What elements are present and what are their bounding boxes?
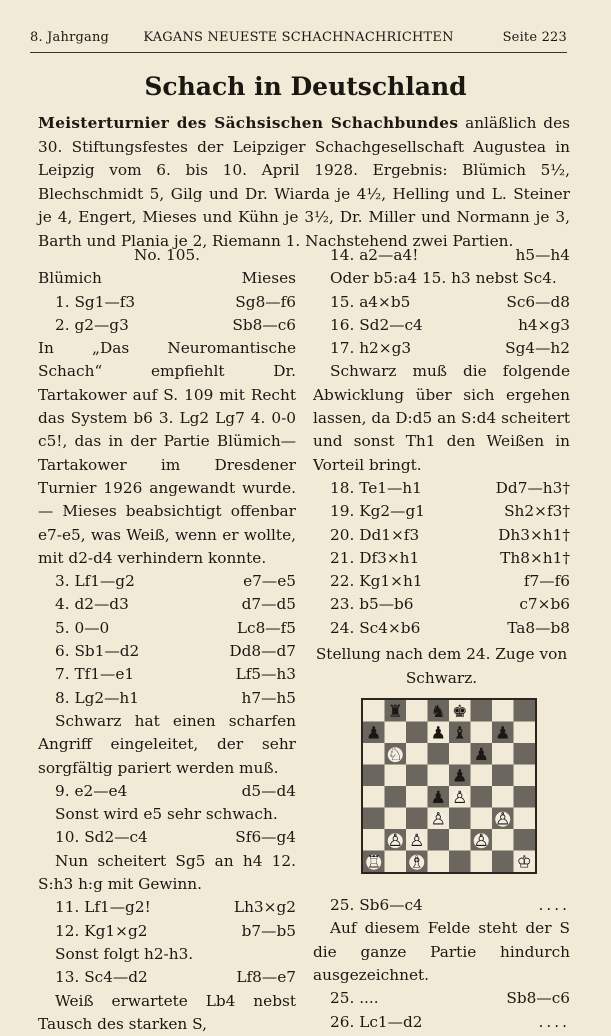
board-square-f4 xyxy=(471,786,493,808)
move-row xyxy=(313,244,570,267)
black-bishop-icon: ♝ xyxy=(452,723,467,743)
game-number-row xyxy=(38,244,296,267)
move-row xyxy=(38,896,296,919)
annotation: Auf diesem Felde steht der S die ganze Partie hindurch ausgezeichnet. xyxy=(313,917,570,987)
move-row xyxy=(313,987,570,1010)
move-row xyxy=(313,314,570,337)
black-pawn-icon: ♟ xyxy=(495,723,510,743)
black-move: d5—d4 xyxy=(242,780,296,803)
move-list xyxy=(38,896,296,943)
white-move: 8. Lg2—h1 xyxy=(55,687,139,710)
move-row xyxy=(313,1011,570,1034)
move-row xyxy=(313,477,570,500)
page-number: Seite 223 xyxy=(503,30,567,45)
black-move: Sb8—c6 xyxy=(232,314,296,337)
intro-paragraph xyxy=(38,112,570,254)
black-move: e7—e5 xyxy=(243,570,296,593)
board-square-a4 xyxy=(363,786,385,808)
white-pawn-icon: ♙ xyxy=(388,831,403,851)
white-move: 9. e2—e4 xyxy=(55,780,127,803)
board-square-d1 xyxy=(428,851,450,873)
intro-text: anläßlich des 30. Stiftungsfestes der Leipziger Schachgesellschaft Augustea in Leipzig vom 6. bis 10. April 1928. Ergebnis: Blümich 5½, Blechschmidt 5, Gilg und Dr. Wiarda je 4½, Helling und L. Steiner je 4, Engert, Mieses und Kühn je 3½, Dr. Miller und Normann je 3, Barth und Plania je 2, Riemann 1. Nachstehend zwei Partien. xyxy=(38,114,570,250)
board-square-f5 xyxy=(471,765,493,787)
board-square-b5 xyxy=(385,765,407,787)
white-player: Blümich xyxy=(38,267,102,290)
white-move: 4. d2—d3 xyxy=(55,593,129,616)
white-move: 3. Lf1—g2 xyxy=(55,570,135,593)
move-row xyxy=(38,314,296,337)
board-square-e6 xyxy=(449,743,471,765)
black-pawn-icon: ♟ xyxy=(431,723,446,743)
right-column xyxy=(313,244,570,1034)
black-move: Lf5—h3 xyxy=(236,663,296,686)
move-row xyxy=(38,826,296,849)
black-rook-icon: ♜ xyxy=(388,702,403,722)
board-square-c8 xyxy=(406,700,428,722)
board-square-f1 xyxy=(471,851,493,873)
move-list xyxy=(38,291,296,338)
black-move: h4×g3 xyxy=(518,314,570,337)
board-square-d5 xyxy=(428,765,450,787)
board-square-g2 xyxy=(492,829,514,851)
board-square-b4 xyxy=(385,786,407,808)
black-move: Dd7—h3† xyxy=(496,477,570,500)
move-list xyxy=(38,570,296,710)
white-move: 13. Sc4—d2 xyxy=(55,966,148,989)
move-row xyxy=(38,640,296,663)
black-move: h7—h5 xyxy=(242,687,296,710)
black-move: Lf8—e7 xyxy=(236,966,296,989)
white-rook-icon: ♖ xyxy=(366,852,381,872)
move-row xyxy=(38,780,296,803)
white-move: 11. Lf1—g2! xyxy=(55,896,151,919)
black-move: Th8×h1† xyxy=(500,547,570,570)
board-square-b7 xyxy=(385,722,407,744)
white-knight-icon: ♘ xyxy=(388,745,403,765)
white-move: 22. Kg1×h1 xyxy=(330,570,423,593)
annotation: Sonst folgt h2-h3. xyxy=(38,943,296,966)
black-move: Dh3×h1† xyxy=(498,524,570,547)
board-square-a3 xyxy=(363,808,385,830)
annotation: In „Das Neuromantische Schach“ empfiehlt Dr. Tartakower auf S. 109 mit Recht das System b6 3. Lg2 Lg7 4. 0-0 c5!, das in der Partie Blümich—Tartakower im Dresdener Turnier 1926 angewandt wurde. — Mieses beabsichtigt offenbar e7-e5, was Weiß, wenn er wollte, mit d2-d4 verhindern konnte. xyxy=(38,337,296,570)
black-move: d7—d5 xyxy=(242,593,296,616)
black-player: Mieses xyxy=(242,267,296,290)
black-move: Sg4—h2 xyxy=(505,337,570,360)
board-square-d2 xyxy=(428,829,450,851)
players-row xyxy=(38,267,296,290)
board-square-a6 xyxy=(363,743,385,765)
journal-title: KAGANS NEUESTE SCHACHNACHRICHTEN xyxy=(30,30,567,45)
chess-diagram xyxy=(361,698,537,874)
white-move: 1. Sg1—f3 xyxy=(55,291,135,314)
chess-board-svg xyxy=(363,700,535,872)
black-pawn-icon: ♟ xyxy=(366,723,381,743)
game-number: No. 105. xyxy=(38,244,296,267)
white-move: 25. Sb6—c4 xyxy=(330,894,423,917)
black-move: f7—f6 xyxy=(524,570,570,593)
board-square-h3 xyxy=(514,808,536,830)
white-move: 21. Df3×h1 xyxy=(330,547,419,570)
white-move: 7. Tf1—e1 xyxy=(55,663,134,686)
board-square-c3 xyxy=(406,808,428,830)
move-list xyxy=(313,291,570,361)
annotation: Oder b5:a4 15. h3 nebst Sc4. xyxy=(313,267,570,290)
black-move: Lh3×g2 xyxy=(234,896,296,919)
white-pawn-icon: ♙ xyxy=(474,831,489,851)
left-column xyxy=(38,244,296,1036)
black-move: Sb8—c6 xyxy=(506,987,570,1010)
board-square-a5 xyxy=(363,765,385,787)
black-knight-icon: ♞ xyxy=(431,702,446,722)
board-square-g4 xyxy=(492,786,514,808)
black-move: Sg8—f6 xyxy=(235,291,296,314)
board-square-e1 xyxy=(449,851,471,873)
board-square-b3 xyxy=(385,808,407,830)
board-square-a2 xyxy=(363,829,385,851)
board-square-h8 xyxy=(514,700,536,722)
white-move: 16. Sd2—c4 xyxy=(330,314,423,337)
board-square-e2 xyxy=(449,829,471,851)
move-row xyxy=(38,570,296,593)
move-row xyxy=(313,617,570,640)
white-move: 23. b5—b6 xyxy=(330,593,414,616)
black-king-icon: ♚ xyxy=(452,702,467,722)
move-row xyxy=(313,337,570,360)
header-rule xyxy=(30,52,567,53)
board-square-h5 xyxy=(514,765,536,787)
move-row xyxy=(313,547,570,570)
board-square-c4 xyxy=(406,786,428,808)
white-move: 20. Dd1×f3 xyxy=(330,524,419,547)
annotation: Sonst wird e5 sehr schwach. xyxy=(38,803,296,826)
black-move: b7—b5 xyxy=(242,920,296,943)
black-move: Lc8—f5 xyxy=(237,617,296,640)
white-move: 10. Sd2—c4 xyxy=(55,826,148,849)
board-square-h4 xyxy=(514,786,536,808)
move-row xyxy=(313,593,570,616)
white-pawn-icon: ♙ xyxy=(495,809,510,829)
annotation: Schwarz muß die folgende Abwicklung über sich ergehen lassen, da D:d5 an S:d4 scheitert und sonst Th1 den Weißen in Vorteil bringt. xyxy=(313,360,570,476)
black-pawn-icon: ♟ xyxy=(474,745,489,765)
move-row xyxy=(313,291,570,314)
white-pawn-icon: ♙ xyxy=(431,809,446,829)
white-move: 14. a2—a4! xyxy=(330,244,418,267)
board-square-e3 xyxy=(449,808,471,830)
move-row xyxy=(38,593,296,616)
move-row xyxy=(38,920,296,943)
black-move: .... xyxy=(539,1011,570,1034)
move-row xyxy=(313,570,570,593)
board-square-g1 xyxy=(492,851,514,873)
white-pawn-icon: ♙ xyxy=(452,788,467,808)
board-square-a8 xyxy=(363,700,385,722)
white-move: 2. g2—g3 xyxy=(55,314,129,337)
black-move: .... xyxy=(539,894,570,917)
board-square-c6 xyxy=(406,743,428,765)
move-row xyxy=(313,500,570,523)
white-move: 12. Kg1×g2 xyxy=(55,920,147,943)
board-square-g5 xyxy=(492,765,514,787)
board-square-h2 xyxy=(514,829,536,851)
move-row xyxy=(38,663,296,686)
white-move: 5. 0—0 xyxy=(55,617,109,640)
annotation: Weiß erwartete Lb4 nebst Tausch des starken S, xyxy=(38,990,296,1036)
intro-lead: Meisterturnier des Sächsischen Schachbundes xyxy=(38,114,458,132)
move-row xyxy=(38,291,296,314)
white-move: 25. .... xyxy=(330,987,379,1010)
board-square-g6 xyxy=(492,743,514,765)
diagram-area xyxy=(313,694,570,894)
black-move: Ta8—b8 xyxy=(507,617,570,640)
move-row xyxy=(38,966,296,989)
board-square-g8 xyxy=(492,700,514,722)
move-row xyxy=(38,687,296,710)
board-square-d6 xyxy=(428,743,450,765)
black-pawn-icon: ♟ xyxy=(431,788,446,808)
white-move: 26. Lc1—d2 xyxy=(330,1011,422,1034)
annotation: Schwarz hat einen scharfen Angriff eingeleitet, der sehr sorgfältig pariert werden muß. xyxy=(38,710,296,780)
white-move: 6. Sb1—d2 xyxy=(55,640,139,663)
white-pawn-icon: ♙ xyxy=(409,831,424,851)
white-move: 15. a4×b5 xyxy=(330,291,410,314)
board-square-c5 xyxy=(406,765,428,787)
black-move: h5—h4 xyxy=(516,244,570,267)
running-header xyxy=(30,30,567,52)
white-bishop-icon: ♗ xyxy=(409,852,424,872)
move-list xyxy=(313,477,570,640)
diagram-caption: Stellung nach dem 24. Zuge von Schwarz. xyxy=(313,642,570,690)
move-row xyxy=(313,524,570,547)
black-move: c7×b6 xyxy=(519,593,570,616)
black-move: Dd8—d7 xyxy=(229,640,296,663)
white-move: 24. Sc4×b6 xyxy=(330,617,420,640)
black-move: Sc6—d8 xyxy=(506,291,570,314)
board-square-c7 xyxy=(406,722,428,744)
move-list xyxy=(313,987,570,1034)
board-square-f7 xyxy=(471,722,493,744)
board-square-f8 xyxy=(471,700,493,722)
white-king-icon: ♔ xyxy=(517,852,532,872)
black-move: Sf6—g4 xyxy=(235,826,296,849)
move-row xyxy=(38,617,296,640)
board-square-b1 xyxy=(385,851,407,873)
board-square-h7 xyxy=(514,722,536,744)
board-square-f3 xyxy=(471,808,493,830)
white-move: 19. Kg2—g1 xyxy=(330,500,425,523)
white-move: 18. Te1—h1 xyxy=(330,477,422,500)
article-title: Schach in Deutschland xyxy=(0,72,611,101)
annotation: Nun scheitert Sg5 an h4 12. S:h3 h:g mit Gewinn. xyxy=(38,850,296,897)
board-square-h6 xyxy=(514,743,536,765)
move-row xyxy=(313,894,570,917)
white-move: 17. h2×g3 xyxy=(330,337,411,360)
black-move: Sh2×f3† xyxy=(504,500,570,523)
black-pawn-icon: ♟ xyxy=(452,766,467,786)
volume-label: 8. Jahrgang xyxy=(30,30,109,45)
